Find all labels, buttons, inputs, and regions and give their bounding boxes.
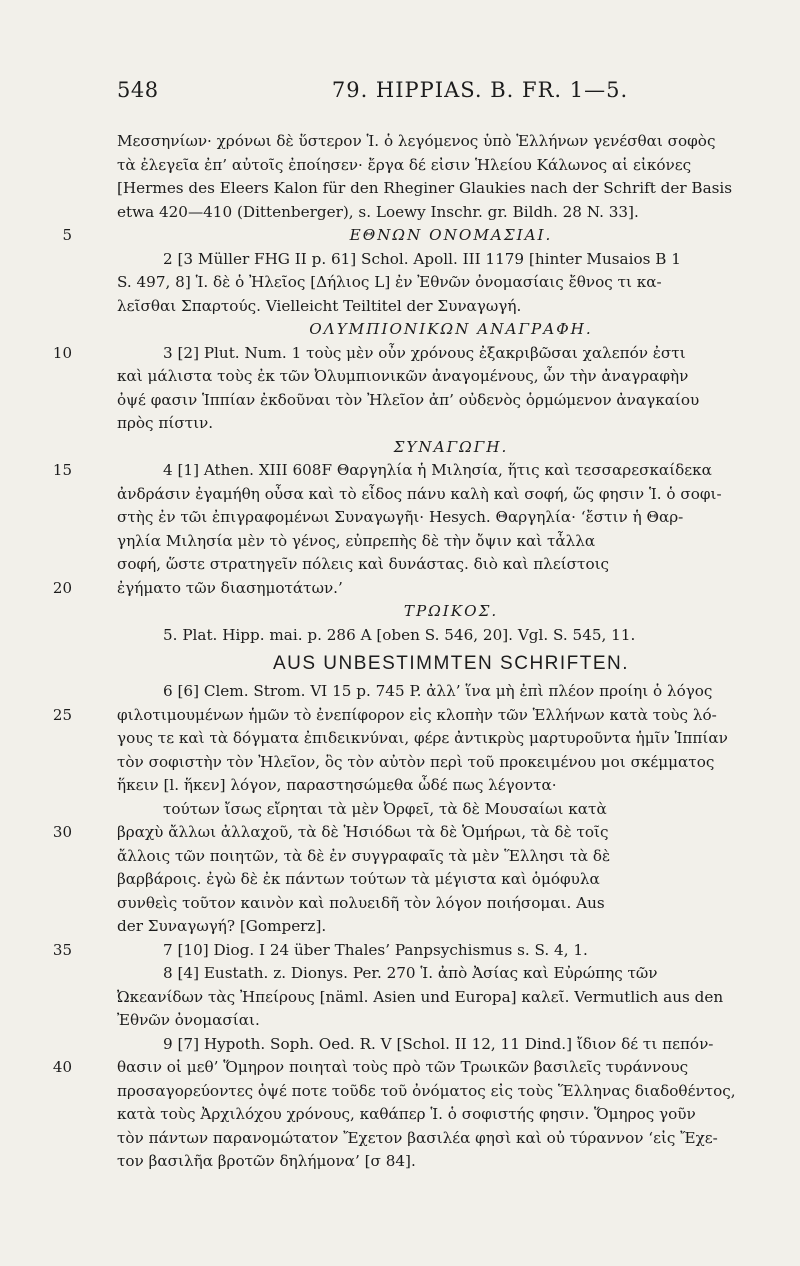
- text-line: [52, 704, 785, 728]
- line-text: λεῖσθαι Σπαρτούς. Vielleicht Teiltitel der Συναγωγή.: [117, 296, 522, 315]
- line-text: ἥκειν [l. ἥκεν] λόγον, παραστησώμεθα ὧδέ πως λέγοντα·: [117, 776, 557, 794]
- text-line: [117, 271, 785, 295]
- line-text: τὰ ἐλεγεῖα ἐπ’ αὐτοῖς ἐποίησεν· ἔργα δέ εἰσιν Ἡλείου Κάλωνος αἱ εἰκόνες: [117, 155, 692, 174]
- line-text: 2 [3 Müller FHG II p. 61] Schol. Apoll. III 1179 [hinter Musaios B 1: [163, 249, 681, 268]
- line-text: ἄλλοις τῶν ποιητῶν, τὰ δὲ ἐν συγγραφαῖς τὰ μὲν Ἕλλησι τὰ δὲ: [117, 846, 611, 865]
- text-line: [117, 412, 785, 436]
- text-line: [52, 577, 785, 601]
- text-line: [52, 939, 785, 963]
- line-text: ὀψέ φασιν Ἱππίαν ἐκδοῦναι τὸν Ἠλεῖον ἀπ’ οὐδενὸς ὁρμώμενον ἀναγκαίου: [117, 390, 700, 409]
- text-line: [117, 389, 785, 413]
- line-text: S. 497, 8] Ἱ. δὲ ὁ Ἠλεῖος [Δήλιος L] ἐν Ἐθνῶν ὀνομασίαις ἔθνος τι κα-: [117, 273, 662, 291]
- line-text: συνθεὶς τοῦτον καινὸν καὶ πολυειδῆ τὸν λόγον ποιήσομαι. Aus: [117, 893, 605, 912]
- line-number: 10: [52, 343, 72, 362]
- section-heading: ΣΥΝΑΓΩΓΗ.: [393, 437, 509, 456]
- line-number: 35: [52, 940, 72, 959]
- line-number: 40: [52, 1058, 72, 1076]
- line-text: κατὰ τοὺς Ἀρχιλόχου χρόνους, καθάπερ Ἱ. ὁ σοφιστής φησιν. Ὅμηρος γοῦν: [117, 1105, 696, 1123]
- line-text: 4 [1] Athen. XIII 608F Θαργηλία ἡ Μιλησία, ἥτις καὶ τεσσαρεσκαίδεκα: [163, 461, 712, 479]
- page-body: [52, 130, 785, 1174]
- text-line: [117, 1150, 785, 1174]
- text-line: [52, 821, 785, 845]
- text-line: [117, 506, 785, 530]
- text-line: [117, 318, 785, 342]
- text-line: [52, 459, 785, 483]
- text-line: [117, 751, 785, 775]
- line-text: προσαγορεύοντες ὀψέ ποτε τοῦδε τοῦ ὀνόματος εἰς τοὺς Ἕλληνας διαδοθέντος,: [117, 1081, 736, 1100]
- text-line: [117, 774, 785, 798]
- line-number: 15: [52, 461, 72, 479]
- section-heading: ΟΛΥΜΠΙΟΝΙΚΩΝ ΑΝΑΓΡΑΦΗ.: [309, 320, 593, 338]
- line-text: γους τε καὶ τὰ δόγματα ἐπιδεικνύναι, φέρε ἀντικρὺς μαρτυροῦντα ἡμῖν Ἱππίαν: [117, 729, 728, 747]
- line-text: βαρβάροις. ἐγὼ δὲ ἐκ πάντων τούτων τὰ μέγιστα καὶ ὁμόφυλα: [117, 870, 600, 888]
- text-line: [117, 201, 785, 225]
- line-text: στὴς ἐν τῶι ἐπιγραφομένωι Συναγωγῆι· Hesych. Θαργηλία· ‘ἔστιν ἡ Θαρ-: [117, 508, 684, 526]
- text-line: [117, 436, 785, 460]
- line-text: Μεσσηνίων· χρόνωι δὲ ὕστερον Ἱ. ὁ λεγόμενος ὑπὸ Ἑλλήνων γενέσθαι σοφὸς: [117, 132, 716, 150]
- text-line: [52, 342, 785, 366]
- text-line: [117, 986, 785, 1010]
- text-line: [117, 600, 785, 624]
- text-line: [117, 1127, 785, 1151]
- text-line: [117, 248, 785, 272]
- line-text: 9 [7] Hypoth. Soph. Oed. R. V [Schol. II 12, 11 Dind.] ἴδιον δέ τι πεπόν-: [163, 1034, 714, 1053]
- text-line: [117, 892, 785, 916]
- text-line: [117, 727, 785, 751]
- line-text: 3 [2] Plut. Num. 1 τοὺς μὲν οὖν χρόνους ἐξακριβῶσαι χαλεπόν ἐστι: [163, 343, 686, 362]
- text-line: [117, 177, 785, 201]
- line-number: 20: [52, 578, 72, 597]
- line-text: ἀνδράσιν ἐγαμήθη οὖσα καὶ τὸ εἶδος πάνυ καλὴ καὶ σοφή, ὥς φησιν Ἱ. ὁ σοφι-: [117, 484, 722, 503]
- line-number: 25: [52, 705, 72, 724]
- section-heading: ΕΘΝΩΝ ΟΝΟΜΑΣΙΑΙ.: [349, 226, 553, 244]
- line-text: σοφή, ὥστε στρατηγεῖν πόλεις καὶ δυνάστας. διὸ καὶ πλείστοις: [117, 555, 610, 573]
- text-line: [117, 1033, 785, 1057]
- text-line: [117, 365, 785, 389]
- line-text: ἐγήματο τῶν διασημοτάτων.’: [117, 578, 343, 597]
- line-text: Ὠκεανίδων τὰς Ἠπείρους [näml. Asien und Europa] καλεῖ. Vermutlich aus den: [117, 987, 724, 1006]
- line-text: φιλοτιμουμένων ἡμῶν τὸ ἐνεπίφορον εἰς κλοπὴν τῶν Ἑλλήνων κατὰ τοὺς λό-: [117, 705, 717, 724]
- text-line: [62, 224, 785, 248]
- line-text: τον βασιλῆα βροτῶν δηλήμονα’ [σ 84].: [117, 1152, 416, 1170]
- text-line: [117, 798, 785, 822]
- text-line: [117, 624, 785, 648]
- line-text: τὸν σοφιστὴν τὸν Ἠλεῖον, ὃς τὸν αὐτὸν περὶ τοῦ προκειμένου μοι σκέμματος: [117, 752, 715, 771]
- line-text: der Συναγωγή? [Gomperz].: [117, 917, 327, 935]
- text-line: [117, 1009, 785, 1033]
- text-line: [117, 154, 785, 178]
- text-line: [117, 295, 785, 319]
- line-number: 30: [52, 823, 72, 841]
- line-text: 7 [10] Diog. I 24 über Thales’ Panpsychismus s. S. 4, 1.: [163, 940, 588, 959]
- text-line: [117, 1080, 785, 1104]
- text-line: [117, 647, 785, 680]
- text-line: [117, 483, 785, 507]
- running-header: [0, 78, 800, 108]
- line-text: [Hermes des Eleers Kalon für den Rheginer Glaukies nach der Schrift der Basis: [117, 179, 733, 197]
- line-text: 8 [4] Eustath. z. Dionys. Per. 270 Ἱ. ἀπὸ Ἀσίας καὶ Εὐρώπης τῶν: [163, 964, 658, 982]
- line-text: τούτων ἴσως εἴρηται τὰ μὲν Ὀρφεῖ, τὰ δὲ Μουσαίωι κατὰ: [163, 799, 607, 818]
- line-text: 5. Plat. Hipp. mai. p. 286 A [oben S. 546, 20]. Vgl. S. 545, 11.: [163, 625, 636, 644]
- text-line: [117, 1103, 785, 1127]
- line-text: καὶ μάλιστα τοὺς ἐκ τῶν Ὀλυμπιονικῶν ἀναγομένους, ὧν τὴν ἀναγραφὴν: [117, 367, 689, 385]
- line-text: τὸν πάντων παρανομώτατον Ἔχετον βασιλέα φησὶ καὶ οὐ τύραννον ‘εἰς Ἔχε-: [117, 1128, 718, 1147]
- line-text: 6 [6] Clem. Strom. VI 15 p. 745 P. ἀλλ’ ἵνα μὴ ἐπὶ πλέον προίηι ὁ λόγος: [163, 682, 713, 700]
- text-line: [117, 845, 785, 869]
- text-line: [117, 530, 785, 554]
- line-text: βραχὺ ἄλλωι ἀλλαχοῦ, τὰ δὲ Ἡσιόδωι τὰ δὲ Ὁμήρωι, τὰ δὲ τοῖς: [117, 823, 609, 841]
- line-text: Ἐθνῶν ὀνομασίαι.: [117, 1011, 260, 1029]
- running-title: 79. HIPPIAS. B. FR. 1—5.: [331, 78, 629, 102]
- line-text: θασιν οἱ μεθ’ Ὅμηρον ποιηταὶ τοὺς πρὸ τῶν Τρωικῶν βασιλεῖς τυράννους: [117, 1058, 689, 1076]
- text-line: [117, 553, 785, 577]
- text-line: [117, 868, 785, 892]
- line-text: πρὸς πίστιν.: [117, 414, 214, 432]
- text-line: [52, 1056, 785, 1080]
- text-line: [117, 130, 785, 154]
- line-text: etwa 420—410 (Dittenberger), s. Loewy Inschr. gr. Bildh. 28 N. 33].: [117, 202, 639, 221]
- line-text: γηλία Μιλησία μὲν τὸ γένος, εὐπρεπὴς δὲ τὴν ὄψιν καὶ τἆλλα: [117, 531, 596, 550]
- section-heading: AUS UNBESTIMMTEN SCHRIFTEN.: [272, 653, 630, 674]
- text-line: [117, 962, 785, 986]
- text-line: [117, 680, 785, 704]
- text-line: [117, 915, 785, 939]
- page-number: 548: [117, 78, 159, 102]
- section-heading: ΤΡΩΙΚΟΣ.: [403, 602, 499, 620]
- line-number: 5: [62, 226, 72, 244]
